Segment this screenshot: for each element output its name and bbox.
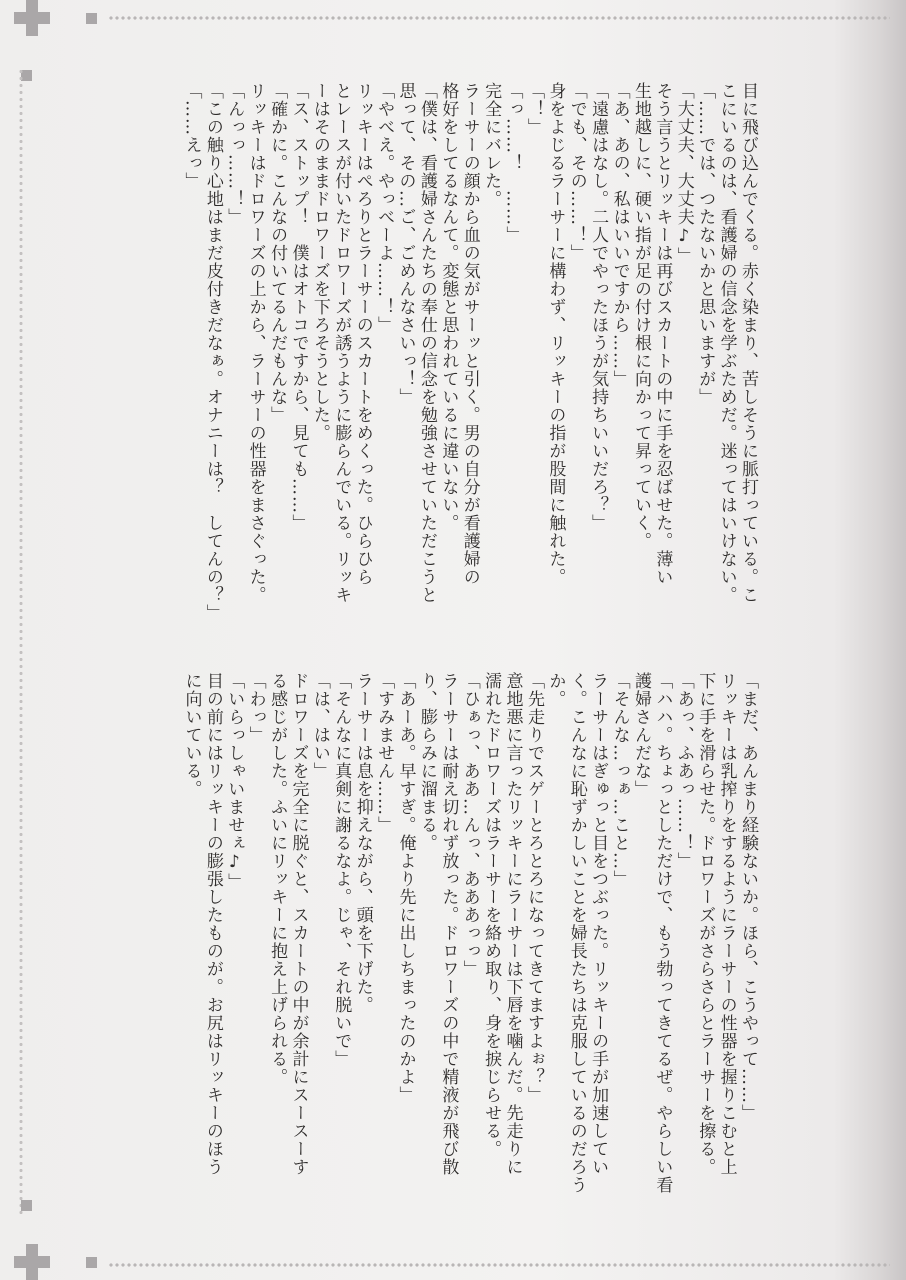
text-line: 「ひぁっ、ああ…んっ、あああっっ」 [459,672,480,978]
square-ornament [86,1257,97,1268]
text-line: リッキーは乳搾りをするようにラーサーの性器を握りこむと上 [716,672,737,1176]
text-line: 「あ、あの、私はいいですから……」 [609,82,630,388]
text-line: に向いている。 [181,672,202,798]
text-line: 「いらっしゃいませぇ♪」 [224,672,245,891]
text-line: 「……えっ」 [181,82,202,190]
text-line: 格好をしてるなんて。変態と思われているに違いない。 [438,82,459,532]
dotted-border-bottom [108,1262,890,1268]
text-line: ラーサーの顔から血の気がサーッと引く。男の自分が看護婦の [459,82,480,586]
text-line: る感じがした。ふいにリッキーに抱え上げられる。 [267,672,288,1086]
dotted-border-left [18,68,24,1218]
text-block-upper [68,82,758,642]
text-line: ーはそのままドロワーズを下ろそうとした。 [309,82,330,442]
text-line: 「遠慮はなし。二人でやったほうが気持ちいいだろ？」 [588,82,609,532]
text-line: リッキーはぺろりとラーサーのスカートをめくった。ひらひら [352,82,373,586]
text-line: ラーサーは耐え切れず放った。ドロワーズの中で精液が飛び散 [438,672,459,1176]
text-line: 「この触り心地はまだ皮付きだなぁ。オナニーは？ してんの？」 [202,82,223,622]
text-line: 「わっ」 [245,672,266,744]
text-line: 「……では、つたないかと思いますが」 [695,82,716,406]
text-line: 「あっ、ふあっ……！」 [673,672,694,870]
text-line: 完全にバレた。 [481,82,502,208]
text-line: 思って、その…ご、ごめんなさいっ！」 [395,82,416,406]
text-line: 「大丈夫、大丈夫♪」 [673,82,694,265]
text-line: 濡れたドロワーズはラーサーを絡め取り、身を捩じらせる。 [481,672,502,1158]
text-line: 「そんなに真剣に謝るなよ。じゃ、それ脱いで」 [331,672,352,1068]
text-line: ラーサーは息を抑えながら、頭を下げた。 [352,672,373,1014]
text-line: 「っ……！ ……」 [502,82,523,244]
text-line: 「ハハ。ちょっとしただけで、もう勃ってきてるぜ。やらしい看 [652,672,673,1194]
text-line: 意地悪に言ったリッキーにラーサーは下唇を噛んだ。先走りに [502,672,523,1176]
text-line: 目に飛び込んでくる。赤く染まり、苦しそうに脈打っている。こ [738,82,758,604]
text-line: 下に手を滑らせた。ドロワーズがさらさらとラーサーを擦る。 [695,672,716,1176]
square-ornament [21,1200,32,1211]
text-line: 「そんな…っぁ…こと…」 [609,672,630,888]
square-ornament [86,13,97,24]
text-line: ラーサーはぎゅっと目をつぶった。リッキーの手が加速してい [588,672,609,1176]
text-line: 「確かに。こんなの付いてるんだもんな」 [267,82,288,424]
text-line: 「やべえ。やっべーよ……！」 [374,82,395,334]
text-line: とレースが付いたドロワーズが誘うように膨らんでいる。リッキ [331,82,352,604]
text-line: 護婦さんだな」 [630,672,651,798]
text-line: こにいるのは、看護婦の信念を学ぶためだ。迷ってはいけない。 [716,82,737,604]
text-line: 「先走りでスゲーとろとろになってきてますよぉ？」 [523,672,544,1104]
text-line: 「僕は、看護婦さんたちの奉仕の信念を勉強させていただこうと [416,82,437,604]
text-line: 「は、はい」 [309,672,330,780]
text-line: ドロワーズを完全に脱ぐと、スカートの中が余計にスースーす [288,672,309,1176]
dotted-border-top [108,15,890,21]
text-line: く。こんなに恥ずかしいことを婦長たちは克服しているのだろう [566,672,587,1194]
text-line: 目の前にはリッキーの膨張したものが。お尻はリッキーのほう [202,672,223,1176]
text-line: 生地越しに、硬い指が足の付け根に向かって昇っていく。 [630,82,651,550]
text-line: そう言うとリッキーは再びスカートの中に手を忍ばせた。薄い [652,82,673,586]
text-line: 身をよじるラーサーに構わず、リッキーの指が股間に触れた。 [545,82,566,586]
text-line: 「んっっ……！」 [224,82,245,226]
text-block-lower [68,672,758,1232]
corner-cross-ornament-bottom [14,1244,50,1280]
text-line: 「！」 [523,82,544,136]
corner-cross-ornament-top [14,0,50,36]
text-line: リッキーはドロワーズの上から、ラーサーの性器をまさぐった。 [245,82,266,604]
text-line: 「ス、ストップ！ 僕はオトコですから、見ても……」 [288,82,309,532]
text-line: 「すみません……」 [374,672,395,834]
text-line: か。 [545,672,566,708]
text-line: 「まだ、あんまり経験ないか。ほら、こうやって……」 [738,672,758,1122]
text-line: り、膨らみに溜まる。 [416,672,437,852]
text-line: 「あーあ。早すぎ。俺より先に出しちまったのかよ」 [395,672,416,1104]
text-line: 「でも、その……！」 [566,82,587,262]
